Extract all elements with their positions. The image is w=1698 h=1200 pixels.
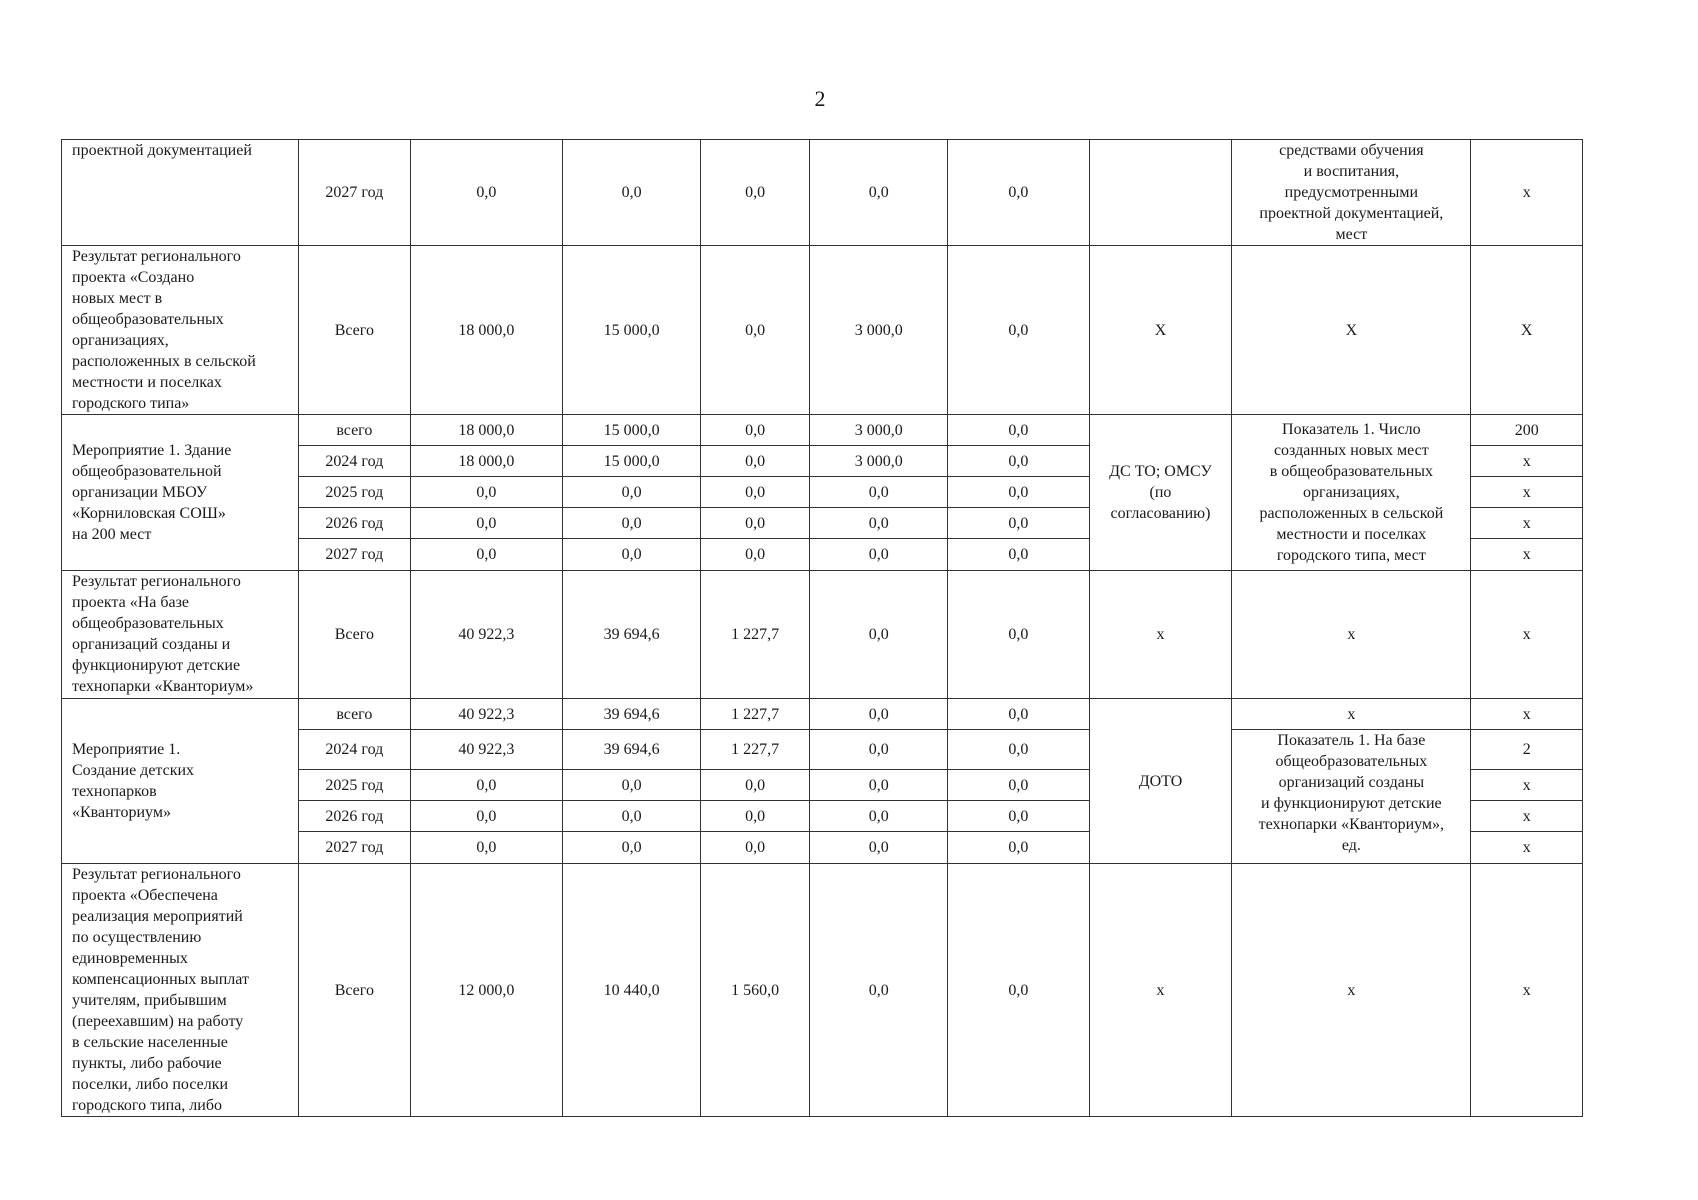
value-cell: 40 922,3: [410, 699, 563, 730]
indicator-cell: Показатель 1. На базе общеобразовательных организаций созданы и функционируют детские технопарки «Кванториум», ед.: [1232, 730, 1471, 864]
period-cell: 2024 год: [299, 446, 411, 477]
value-cell: 0,0: [810, 832, 948, 864]
executor-cell: х: [1089, 864, 1232, 1117]
value-cell: 0,0: [948, 832, 1090, 864]
value-cell: 0,0: [948, 801, 1090, 832]
indicator-value-cell: х: [1471, 864, 1583, 1117]
value-cell: 0,0: [700, 477, 810, 508]
value-cell: 1 227,7: [700, 699, 810, 730]
indicator-value-cell: 200: [1471, 415, 1583, 446]
value-cell: 1 227,7: [700, 730, 810, 770]
period-cell: всего: [299, 415, 411, 446]
indicator-value-cell: Х: [1471, 246, 1583, 415]
period-cell: Всего: [299, 864, 411, 1117]
indicator-value-cell: х: [1471, 832, 1583, 864]
value-cell: 0,0: [700, 801, 810, 832]
value-cell: 0,0: [410, 770, 563, 801]
value-cell: 3 000,0: [810, 246, 948, 415]
value-cell: 0,0: [810, 539, 948, 571]
value-cell: 0,0: [948, 699, 1090, 730]
table-row: [62, 699, 1583, 730]
value-cell: 0,0: [410, 801, 563, 832]
value-cell: 15 000,0: [563, 446, 701, 477]
value-cell: 0,0: [810, 730, 948, 770]
indicator-cell: средствами обучения и воспитания, предусмотренными проектной документацией, мест: [1232, 140, 1471, 246]
value-cell: 0,0: [948, 864, 1090, 1117]
row-name: Результат регионального проекта «Обеспечена реализация мероприятий по осуществлению единовременных компенсационных выплат учителям, прибывшим (переехавшим) на работу в сельские населенные пункты, либо рабочие поселки, либо поселки городского типа, либо: [62, 864, 299, 1117]
value-cell: 0,0: [563, 477, 701, 508]
indicator-value-cell: х: [1471, 477, 1583, 508]
period-cell: 2026 год: [299, 508, 411, 539]
value-cell: 18 000,0: [410, 246, 563, 415]
period-cell: 2025 год: [299, 477, 411, 508]
value-cell: 0,0: [948, 770, 1090, 801]
value-cell: 0,0: [700, 446, 810, 477]
value-cell: 0,0: [700, 140, 810, 246]
value-cell: 0,0: [948, 477, 1090, 508]
indicator-value-cell: х: [1471, 770, 1583, 801]
value-cell: 39 694,6: [563, 730, 701, 770]
value-cell: 0,0: [810, 864, 948, 1117]
value-cell: 0,0: [948, 246, 1090, 415]
indicator-value-cell: х: [1471, 508, 1583, 539]
executor-cell: х: [1089, 571, 1232, 699]
value-cell: 18 000,0: [410, 446, 563, 477]
row-name: Мероприятие 1. Здание общеобразовательной организации МБОУ «Корниловская СОШ» на 200 мест: [62, 415, 299, 571]
value-cell: 0,0: [810, 140, 948, 246]
table-row: [62, 864, 1583, 1117]
value-cell: 0,0: [948, 539, 1090, 571]
row-name: Мероприятие 1. Создание детских технопарков «Кванториум»: [62, 699, 299, 864]
row-name: проектной документацией: [62, 140, 299, 246]
indicator-cell: х: [1232, 864, 1471, 1117]
value-cell: 0,0: [810, 801, 948, 832]
value-cell: 0,0: [563, 539, 701, 571]
value-cell: 39 694,6: [563, 571, 701, 699]
page-number: 2: [814, 86, 826, 111]
value-cell: 1 227,7: [700, 571, 810, 699]
indicator-value-cell: х: [1471, 539, 1583, 571]
value-cell: 0,0: [700, 832, 810, 864]
period-cell: всего: [299, 699, 411, 730]
value-cell: 40 922,3: [410, 571, 563, 699]
indicator-value-cell: х: [1471, 801, 1583, 832]
indicator-cell: Показатель 1. Число созданных новых мест в общеобразовательных организациях, расположенных в сельской местности и поселках городского типа, мест: [1232, 415, 1471, 571]
budget-table: [61, 139, 1583, 1117]
period-cell: 2026 год: [299, 801, 411, 832]
period-cell: 2025 год: [299, 770, 411, 801]
value-cell: 0,0: [810, 699, 948, 730]
executor-cell: ДС ТО; ОМСУ (по согласованию): [1089, 415, 1232, 571]
value-cell: 0,0: [410, 508, 563, 539]
value-cell: 15 000,0: [563, 415, 701, 446]
value-cell: 0,0: [563, 508, 701, 539]
value-cell: 12 000,0: [410, 864, 563, 1117]
executor-cell: ДОТО: [1089, 699, 1232, 864]
indicator-value-cell: 2: [1471, 730, 1583, 770]
table-row: [62, 415, 1583, 446]
executor-cell: [1089, 140, 1232, 246]
value-cell: 0,0: [810, 770, 948, 801]
value-cell: 40 922,3: [410, 730, 563, 770]
value-cell: 0,0: [563, 770, 701, 801]
period-cell: 2027 год: [299, 140, 411, 246]
value-cell: 0,0: [810, 477, 948, 508]
value-cell: 1 560,0: [700, 864, 810, 1117]
row-name: Результат регионального проекта «На базе общеобразовательных организаций созданы и функционируют детские технопарки «Кванториум»: [62, 571, 299, 699]
table-row: [62, 246, 1583, 415]
value-cell: 0,0: [948, 571, 1090, 699]
table-row: [62, 571, 1583, 699]
indicator-value-cell: х: [1471, 446, 1583, 477]
value-cell: 0,0: [700, 508, 810, 539]
value-cell: 0,0: [410, 140, 563, 246]
indicator-cell: х: [1232, 699, 1471, 730]
value-cell: 0,0: [563, 801, 701, 832]
value-cell: 0,0: [700, 246, 810, 415]
value-cell: 0,0: [948, 508, 1090, 539]
value-cell: 0,0: [810, 571, 948, 699]
value-cell: 0,0: [810, 508, 948, 539]
period-cell: 2027 год: [299, 539, 411, 571]
value-cell: 39 694,6: [563, 699, 701, 730]
value-cell: 3 000,0: [810, 446, 948, 477]
value-cell: 10 440,0: [563, 864, 701, 1117]
table-row: [62, 140, 1583, 246]
indicator-cell: х: [1232, 571, 1471, 699]
executor-cell: Х: [1089, 246, 1232, 415]
value-cell: 0,0: [948, 730, 1090, 770]
period-cell: 2027 год: [299, 832, 411, 864]
value-cell: 18 000,0: [410, 415, 563, 446]
value-cell: 0,0: [410, 539, 563, 571]
row-name: Результат регионального проекта «Создано новых мест в общеобразовательных организациях, расположенных в сельской местности и поселках городского типа»: [62, 246, 299, 415]
value-cell: 0,0: [563, 140, 701, 246]
indicator-value-cell: х: [1471, 571, 1583, 699]
value-cell: 0,0: [410, 477, 563, 508]
value-cell: 0,0: [700, 415, 810, 446]
value-cell: 15 000,0: [563, 246, 701, 415]
value-cell: 0,0: [948, 446, 1090, 477]
period-cell: 2024 год: [299, 730, 411, 770]
value-cell: 0,0: [410, 832, 563, 864]
value-cell: 3 000,0: [810, 415, 948, 446]
value-cell: 0,0: [563, 832, 701, 864]
value-cell: 0,0: [948, 140, 1090, 246]
value-cell: 0,0: [700, 539, 810, 571]
period-cell: Всего: [299, 246, 411, 415]
indicator-value-cell: х: [1471, 140, 1583, 246]
value-cell: 0,0: [700, 770, 810, 801]
indicator-value-cell: х: [1471, 699, 1583, 730]
value-cell: 0,0: [948, 415, 1090, 446]
indicator-cell: Х: [1232, 246, 1471, 415]
period-cell: Всего: [299, 571, 411, 699]
